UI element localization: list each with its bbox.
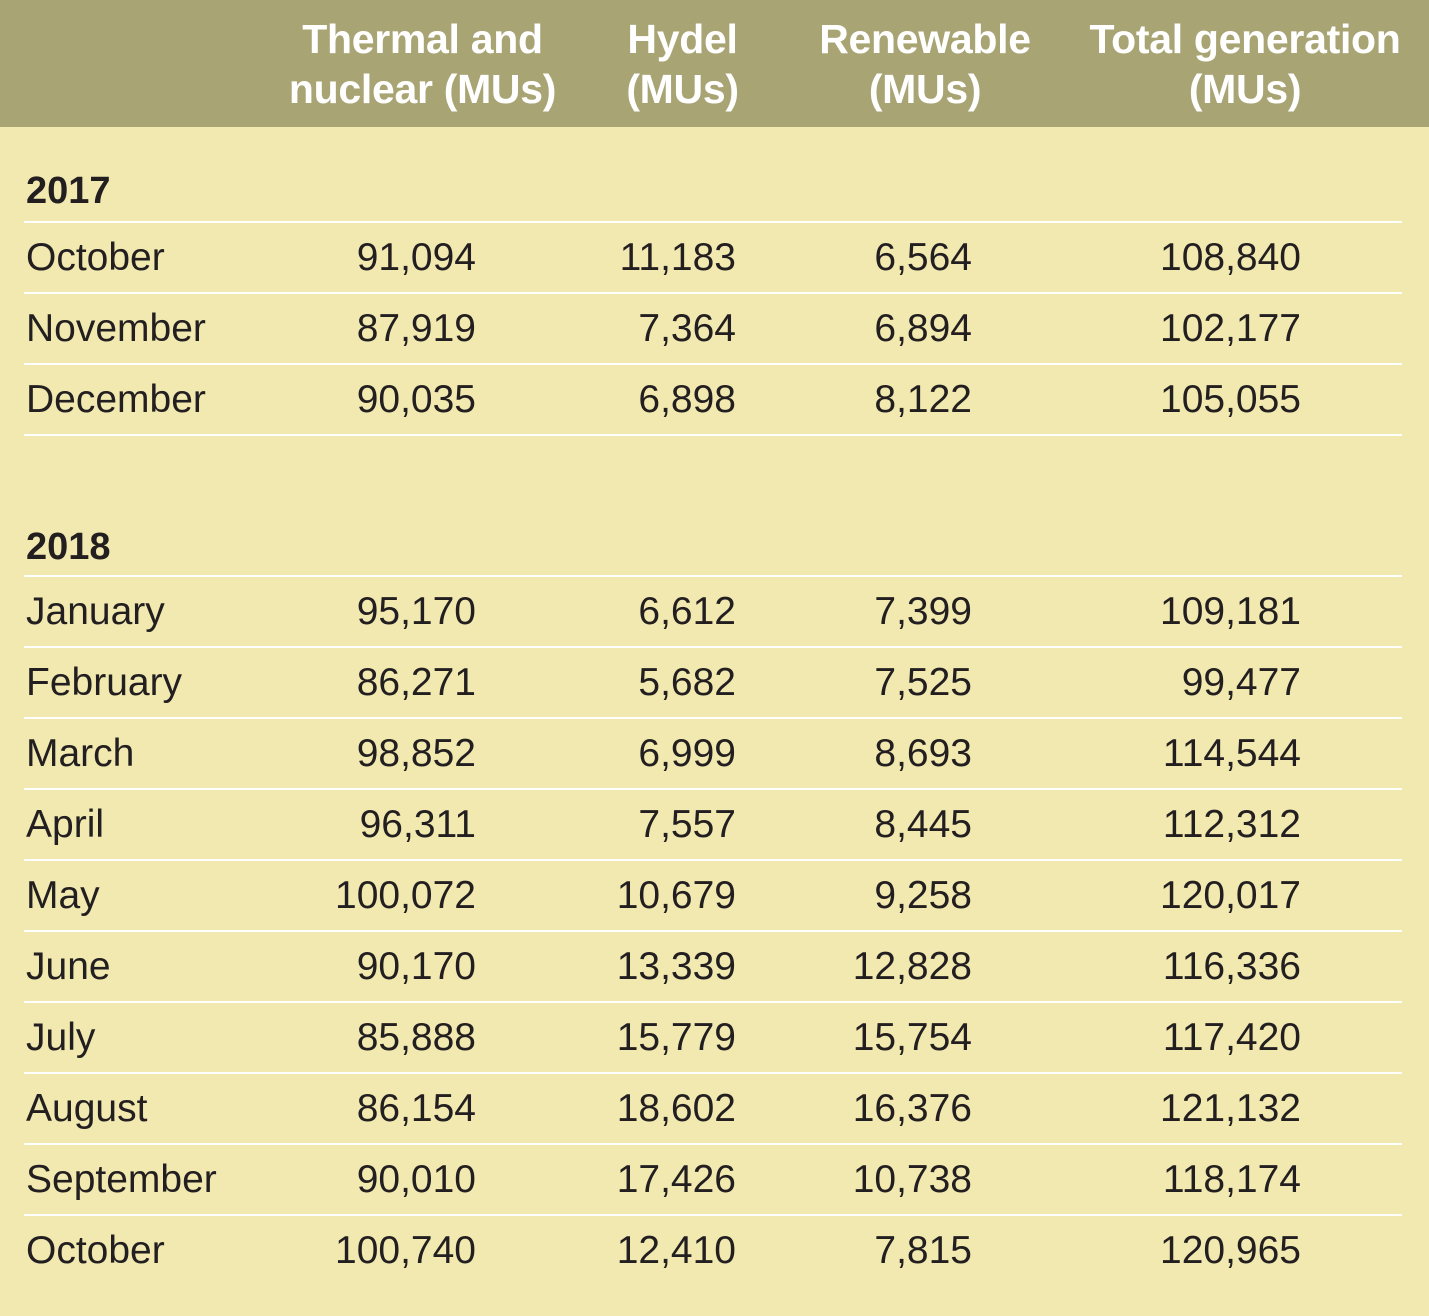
renewable-cell: 7,399 [874,590,972,633]
hydel-cell: 10,679 [616,874,736,917]
renewable-cell: 8,693 [874,732,972,775]
total-cell: 108,840 [1160,236,1301,279]
header-total-generation: Total generation (MUs) [1089,16,1401,112]
hydel-cell: 11,183 [619,236,736,279]
total-cell: 121,132 [1160,1087,1301,1130]
year-heading-2017: 2017 [26,170,111,212]
total-cell: 109,181 [1160,590,1301,633]
year-heading-2018: 2018 [26,526,111,568]
hydel-cell: 5,682 [638,661,736,704]
renewable-cell: 7,815 [874,1229,972,1272]
renewable-cell: 8,122 [874,378,972,421]
month-cell: January [26,590,165,633]
table-row [0,1003,1429,1073]
thermal-cell: 98,852 [356,732,476,775]
thermal-cell: 87,919 [356,307,476,350]
hydel-cell: 13,339 [616,945,736,988]
renewable-cell: 8,445 [874,803,972,846]
renewable-cell: 10,738 [852,1158,972,1201]
table-row [0,1145,1429,1215]
month-cell: September [26,1158,217,1201]
total-cell: 102,177 [1160,307,1301,350]
table-row [0,719,1429,789]
renewable-cell: 12,828 [852,945,972,988]
renewable-cell: 16,376 [852,1087,972,1130]
thermal-cell: 85,888 [356,1016,476,1059]
hydel-cell: 6,898 [638,378,736,421]
renewable-cell: 15,754 [852,1016,972,1059]
total-cell: 117,420 [1162,1016,1301,1059]
month-cell: May [26,874,100,917]
header-renewable: Renewable (MUs) [819,16,1031,112]
thermal-cell: 86,154 [356,1087,476,1130]
thermal-cell: 90,035 [356,378,476,421]
month-cell: November [26,307,206,350]
header-thermal-nuclear: Thermal and nuclear (MUs) [288,16,557,112]
table-row [0,577,1429,647]
total-cell: 112,312 [1162,803,1301,846]
table-row [0,294,1429,364]
hydel-cell: 15,779 [616,1016,736,1059]
row-divider [24,434,1402,436]
thermal-cell: 95,170 [356,590,476,633]
month-cell: July [26,1016,96,1059]
total-cell: 118,174 [1162,1158,1301,1201]
table-row [0,932,1429,1002]
table-row [0,861,1429,931]
hydel-cell: 17,426 [616,1158,736,1201]
total-cell: 120,965 [1160,1229,1301,1272]
month-cell: June [26,945,111,988]
table-row [0,790,1429,860]
hydel-cell: 18,602 [616,1087,736,1130]
hydel-cell: 7,557 [638,803,736,846]
thermal-cell: 96,311 [359,803,476,846]
table-header [0,0,1429,127]
renewable-cell: 7,525 [874,661,972,704]
month-cell: August [26,1087,148,1130]
table-row [0,223,1429,293]
thermal-cell: 90,010 [356,1158,476,1201]
table-row [0,365,1429,435]
table-row [0,1074,1429,1144]
table-row [0,1216,1429,1286]
hydel-cell: 6,612 [638,590,736,633]
thermal-cell: 100,072 [335,874,476,917]
hydel-cell: 6,999 [638,732,736,775]
thermal-cell: 86,271 [356,661,476,704]
header-hydel: Hydel (MUs) [626,16,739,112]
month-cell: February [26,661,183,704]
hydel-cell: 12,410 [616,1229,736,1272]
table-row [0,648,1429,718]
thermal-cell: 91,094 [356,236,476,279]
month-cell: October [26,236,165,279]
thermal-cell: 100,740 [335,1229,476,1272]
thermal-cell: 90,170 [356,945,476,988]
renewable-cell: 9,258 [874,874,972,917]
month-cell: April [26,803,105,846]
month-cell: October [26,1229,165,1272]
total-cell: 120,017 [1160,874,1301,917]
hydel-cell: 7,364 [638,307,736,350]
month-cell: December [26,378,206,421]
total-cell: 114,544 [1162,732,1301,775]
renewable-cell: 6,564 [874,236,972,279]
renewable-cell: 6,894 [874,307,972,350]
total-cell: 99,477 [1181,661,1301,704]
total-cell: 116,336 [1162,945,1301,988]
month-cell: March [26,732,135,775]
total-cell: 105,055 [1160,378,1301,421]
